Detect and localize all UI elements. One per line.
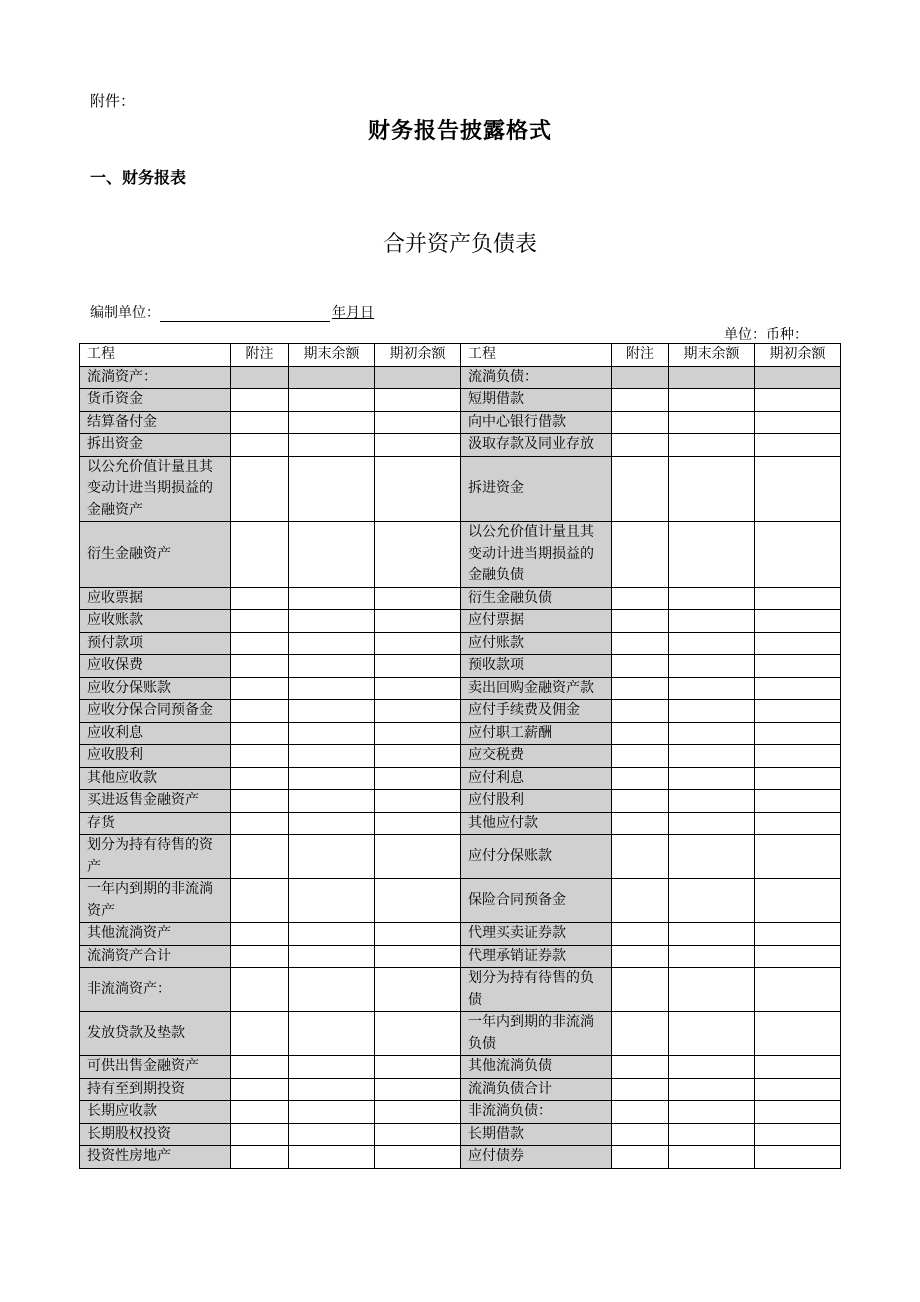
right-opening-balance-cell[interactable]: [755, 587, 841, 610]
right-note-cell[interactable]: [612, 1056, 669, 1079]
column-header: 期末余额: [669, 344, 755, 367]
right-item-cell: 长期借款: [461, 1123, 612, 1146]
right-closing-balance-cell[interactable]: [669, 722, 755, 745]
right-closing-balance-cell[interactable]: [669, 411, 755, 434]
column-header: 工程: [461, 344, 612, 367]
right-closing-balance-cell[interactable]: [669, 923, 755, 946]
left-item-cell: 应收保费: [80, 655, 231, 678]
right-note-cell[interactable]: [612, 745, 669, 768]
right-opening-balance-cell[interactable]: [755, 968, 841, 1012]
table-row: [80, 700, 841, 723]
right-closing-balance-cell[interactable]: [669, 835, 755, 879]
right-opening-balance-cell[interactable]: [755, 610, 841, 633]
right-closing-balance-cell[interactable]: [669, 366, 755, 389]
table-row: [80, 366, 841, 389]
column-header: 期末余额: [289, 344, 375, 367]
right-item-cell: 其他流淌负债: [461, 1056, 612, 1079]
date-label: 年月日: [332, 305, 374, 321]
table-row: [80, 945, 841, 968]
left-closing-balance-cell[interactable]: [289, 879, 375, 923]
right-note-cell[interactable]: [612, 923, 669, 946]
left-item-cell: 货币资金: [80, 389, 231, 412]
right-closing-balance-cell[interactable]: [669, 456, 755, 522]
right-note-cell[interactable]: [612, 1078, 669, 1101]
left-closing-balance-cell[interactable]: [289, 456, 375, 522]
right-item-cell: 应付职工薪酬: [461, 722, 612, 745]
right-closing-balance-cell[interactable]: [669, 1123, 755, 1146]
left-item-cell: 流淌资产合计: [80, 945, 231, 968]
left-item-cell: 其他流淌资产: [80, 923, 231, 946]
right-note-cell[interactable]: [612, 587, 669, 610]
left-closing-balance-cell[interactable]: [289, 745, 375, 768]
right-opening-balance-cell[interactable]: [755, 366, 841, 389]
left-opening-balance-cell[interactable]: [375, 366, 461, 389]
table-row: [80, 745, 841, 768]
table-row: [80, 655, 841, 678]
left-opening-balance-cell[interactable]: [375, 945, 461, 968]
left-opening-balance-cell[interactable]: [375, 1101, 461, 1124]
left-opening-balance-cell[interactable]: [375, 812, 461, 835]
left-item-cell: 非流淌资产：: [80, 968, 231, 1012]
left-note-cell[interactable]: [231, 610, 289, 633]
right-note-cell[interactable]: [612, 1123, 669, 1146]
left-note-cell[interactable]: [231, 745, 289, 768]
left-closing-balance-cell[interactable]: [289, 366, 375, 389]
left-item-cell: 以公允价值计量且其变动计进当期损益的金融资产: [80, 456, 231, 522]
right-note-cell[interactable]: [612, 812, 669, 835]
left-opening-balance-cell[interactable]: [375, 587, 461, 610]
left-opening-balance-cell[interactable]: [375, 522, 461, 588]
left-closing-balance-cell[interactable]: [289, 434, 375, 457]
left-closing-balance-cell[interactable]: [289, 677, 375, 700]
left-closing-balance-cell[interactable]: [289, 522, 375, 588]
right-closing-balance-cell[interactable]: [669, 587, 755, 610]
right-closing-balance-cell[interactable]: [669, 745, 755, 768]
right-note-cell[interactable]: [612, 655, 669, 678]
table-row: [80, 1078, 841, 1101]
left-closing-balance-cell[interactable]: [289, 790, 375, 813]
column-header: 期初余额: [375, 344, 461, 367]
left-note-cell[interactable]: [231, 389, 289, 412]
right-opening-balance-cell[interactable]: [755, 1056, 841, 1079]
left-item-cell: 发放贷款及垫款: [80, 1012, 231, 1056]
left-note-cell[interactable]: [231, 522, 289, 588]
right-note-cell[interactable]: [612, 434, 669, 457]
left-closing-balance-cell[interactable]: [289, 389, 375, 412]
right-closing-balance-cell[interactable]: [669, 767, 755, 790]
left-note-cell[interactable]: [231, 411, 289, 434]
right-opening-balance-cell[interactable]: [755, 923, 841, 946]
right-item-cell: 短期借款: [461, 389, 612, 412]
left-closing-balance-cell[interactable]: [289, 1056, 375, 1079]
left-opening-balance-cell[interactable]: [375, 1078, 461, 1101]
right-note-cell[interactable]: [612, 700, 669, 723]
left-item-cell: 划分为持有待售的资产: [80, 835, 231, 879]
left-item-cell: 应收分保合同预备金: [80, 700, 231, 723]
left-opening-balance-cell[interactable]: [375, 1056, 461, 1079]
left-closing-balance-cell[interactable]: [289, 923, 375, 946]
left-item-cell: 长期应收款: [80, 1101, 231, 1124]
right-note-cell[interactable]: [612, 411, 669, 434]
left-opening-balance-cell[interactable]: [375, 655, 461, 678]
table-row: [80, 456, 841, 522]
left-item-cell: 应收利息: [80, 722, 231, 745]
right-item-cell: 应付股利: [461, 790, 612, 813]
right-closing-balance-cell[interactable]: [669, 945, 755, 968]
left-note-cell[interactable]: [231, 700, 289, 723]
left-item-cell: 流淌资产：: [80, 366, 231, 389]
left-item-cell: 应收票据: [80, 587, 231, 610]
left-item-cell: 买进返售金融资产: [80, 790, 231, 813]
table-row: [80, 610, 841, 633]
right-item-cell: 以公允价值计量且其变动计进当期损益的金融负债: [461, 522, 612, 588]
right-closing-balance-cell[interactable]: [669, 389, 755, 412]
table-row: [80, 812, 841, 835]
table-row: [80, 434, 841, 457]
left-opening-balance-cell[interactable]: [375, 456, 461, 522]
table-row: [80, 632, 841, 655]
right-closing-balance-cell[interactable]: [669, 610, 755, 633]
left-closing-balance-cell[interactable]: [289, 587, 375, 610]
right-closing-balance-cell[interactable]: [669, 1012, 755, 1056]
right-opening-balance-cell[interactable]: [755, 1123, 841, 1146]
right-note-cell[interactable]: [612, 968, 669, 1012]
right-note-cell[interactable]: [612, 1101, 669, 1124]
left-item-cell: 拆出资金: [80, 434, 231, 457]
left-note-cell[interactable]: [231, 812, 289, 835]
right-note-cell[interactable]: [612, 1146, 669, 1169]
left-closing-balance-cell[interactable]: [289, 610, 375, 633]
right-closing-balance-cell[interactable]: [669, 434, 755, 457]
table-row: [80, 522, 841, 588]
left-opening-balance-cell[interactable]: [375, 1146, 461, 1169]
right-item-cell: 预收款项: [461, 655, 612, 678]
left-opening-balance-cell[interactable]: [375, 632, 461, 655]
left-note-cell[interactable]: [231, 456, 289, 522]
right-item-cell: 流淌负债：: [461, 366, 612, 389]
table-row: [80, 879, 841, 923]
right-note-cell[interactable]: [612, 945, 669, 968]
balance-sheet-table: [79, 343, 841, 1169]
right-opening-balance-cell[interactable]: [755, 522, 841, 588]
right-closing-balance-cell[interactable]: [669, 1078, 755, 1101]
left-opening-balance-cell[interactable]: [375, 610, 461, 633]
left-item-cell: 可供出售金融资产: [80, 1056, 231, 1079]
left-closing-balance-cell[interactable]: [289, 700, 375, 723]
section-heading: 一、财务报表: [90, 168, 187, 187]
table-row: [80, 677, 841, 700]
right-closing-balance-cell[interactable]: [669, 1056, 755, 1079]
right-note-cell[interactable]: [612, 522, 669, 588]
left-closing-balance-cell[interactable]: [289, 632, 375, 655]
table-row: [80, 1123, 841, 1146]
left-item-cell: 存货: [80, 812, 231, 835]
left-opening-balance-cell[interactable]: [375, 923, 461, 946]
table-row: [80, 411, 841, 434]
right-item-cell: 应付债券: [461, 1146, 612, 1169]
left-opening-balance-cell[interactable]: [375, 879, 461, 923]
left-item-cell: 其他应收款: [80, 767, 231, 790]
right-closing-balance-cell[interactable]: [669, 677, 755, 700]
right-note-cell[interactable]: [612, 456, 669, 522]
left-note-cell[interactable]: [231, 1146, 289, 1169]
left-item-cell: 投资性房地产: [80, 1146, 231, 1169]
left-note-cell[interactable]: [231, 968, 289, 1012]
left-note-cell[interactable]: [231, 790, 289, 813]
left-opening-balance-cell[interactable]: [375, 700, 461, 723]
right-opening-balance-cell[interactable]: [755, 767, 841, 790]
right-opening-balance-cell[interactable]: [755, 722, 841, 745]
right-opening-balance-cell[interactable]: [755, 1146, 841, 1169]
left-opening-balance-cell[interactable]: [375, 722, 461, 745]
left-note-cell[interactable]: [231, 366, 289, 389]
right-note-cell[interactable]: [612, 835, 669, 879]
left-note-cell[interactable]: [231, 923, 289, 946]
left-item-cell: 一年内到期的非流淌资产: [80, 879, 231, 923]
left-note-cell[interactable]: [231, 722, 289, 745]
right-note-cell[interactable]: [612, 366, 669, 389]
right-item-cell: 应付账款: [461, 632, 612, 655]
right-note-cell[interactable]: [612, 389, 669, 412]
right-opening-balance-cell[interactable]: [755, 945, 841, 968]
left-note-cell[interactable]: [231, 655, 289, 678]
left-note-cell[interactable]: [231, 879, 289, 923]
sheet-title: 合并资产负债表: [382, 232, 537, 257]
table-row: [80, 767, 841, 790]
table-row: [80, 722, 841, 745]
right-item-cell: 其他应付款: [461, 812, 612, 835]
left-note-cell[interactable]: [231, 677, 289, 700]
left-opening-balance-cell[interactable]: [375, 790, 461, 813]
right-note-cell[interactable]: [612, 1012, 669, 1056]
right-closing-balance-cell[interactable]: [669, 1101, 755, 1124]
right-opening-balance-cell[interactable]: [755, 632, 841, 655]
table-row: [80, 587, 841, 610]
left-item-cell: 应收账款: [80, 610, 231, 633]
right-item-cell: 代理买卖证券款: [461, 923, 612, 946]
right-closing-balance-cell[interactable]: [669, 879, 755, 923]
right-opening-balance-cell[interactable]: [755, 434, 841, 457]
left-closing-balance-cell[interactable]: [289, 812, 375, 835]
right-item-cell: 应付票据: [461, 610, 612, 633]
table-header-row: [80, 344, 841, 367]
left-note-cell[interactable]: [231, 1056, 289, 1079]
right-closing-balance-cell[interactable]: [669, 790, 755, 813]
left-closing-balance-cell[interactable]: [289, 655, 375, 678]
right-item-cell: 非流淌负债：: [461, 1101, 612, 1124]
right-item-cell: 卖出回购金融资产款: [461, 677, 612, 700]
right-opening-balance-cell[interactable]: [755, 1078, 841, 1101]
right-opening-balance-cell[interactable]: [755, 700, 841, 723]
left-note-cell[interactable]: [231, 632, 289, 655]
left-opening-balance-cell[interactable]: [375, 411, 461, 434]
left-opening-balance-cell[interactable]: [375, 677, 461, 700]
left-note-cell[interactable]: [231, 1012, 289, 1056]
right-opening-balance-cell[interactable]: [755, 1101, 841, 1124]
left-opening-balance-cell[interactable]: [375, 389, 461, 412]
right-item-cell: 衍生金融负债: [461, 587, 612, 610]
left-closing-balance-cell[interactable]: [289, 1012, 375, 1056]
right-opening-balance-cell[interactable]: [755, 835, 841, 879]
right-item-cell: 汲取存款及同业存放: [461, 434, 612, 457]
right-note-cell[interactable]: [612, 677, 669, 700]
right-closing-balance-cell[interactable]: [669, 968, 755, 1012]
left-note-cell[interactable]: [231, 587, 289, 610]
left-closing-balance-cell[interactable]: [289, 722, 375, 745]
right-closing-balance-cell[interactable]: [669, 522, 755, 588]
right-item-cell: 一年内到期的非流淌负债: [461, 1012, 612, 1056]
left-opening-balance-cell[interactable]: [375, 1012, 461, 1056]
right-note-cell[interactable]: [612, 790, 669, 813]
right-item-cell: 划分为持有待售的负债: [461, 968, 612, 1012]
right-item-cell: 应付手续费及佣金: [461, 700, 612, 723]
left-note-cell[interactable]: [231, 1123, 289, 1146]
left-note-cell[interactable]: [231, 1078, 289, 1101]
left-closing-balance-cell[interactable]: [289, 1101, 375, 1124]
left-note-cell[interactable]: [231, 434, 289, 457]
left-opening-balance-cell[interactable]: [375, 745, 461, 768]
left-item-cell: 衍生金融资产: [80, 522, 231, 588]
column-header: 工程: [80, 344, 231, 367]
left-closing-balance-cell[interactable]: [289, 835, 375, 879]
left-closing-balance-cell[interactable]: [289, 968, 375, 1012]
left-closing-balance-cell[interactable]: [289, 1146, 375, 1169]
left-note-cell[interactable]: [231, 767, 289, 790]
right-closing-balance-cell[interactable]: [669, 700, 755, 723]
left-item-cell: 长期股权投资: [80, 1123, 231, 1146]
right-item-cell: 应付利息: [461, 767, 612, 790]
right-item-cell: 流淌负债合计: [461, 1078, 612, 1101]
table-row: [80, 1146, 841, 1169]
column-header: 期初余额: [755, 344, 841, 367]
right-item-cell: 向中心银行借款: [461, 411, 612, 434]
left-note-cell[interactable]: [231, 1101, 289, 1124]
right-closing-balance-cell[interactable]: [669, 812, 755, 835]
left-opening-balance-cell[interactable]: [375, 968, 461, 1012]
right-closing-balance-cell[interactable]: [669, 632, 755, 655]
right-opening-balance-cell[interactable]: [755, 879, 841, 923]
right-closing-balance-cell[interactable]: [669, 655, 755, 678]
right-opening-balance-cell[interactable]: [755, 655, 841, 678]
right-item-cell: 应付分保账款: [461, 835, 612, 879]
left-item-cell: 结算备付金: [80, 411, 231, 434]
left-closing-balance-cell[interactable]: [289, 1078, 375, 1101]
right-note-cell[interactable]: [612, 767, 669, 790]
table-row: [80, 1101, 841, 1124]
right-note-cell[interactable]: [612, 879, 669, 923]
left-item-cell: 应收分保账款: [80, 677, 231, 700]
left-closing-balance-cell[interactable]: [289, 1123, 375, 1146]
right-item-cell: 保险合同预备金: [461, 879, 612, 923]
table-row: [80, 1012, 841, 1056]
right-note-cell[interactable]: [612, 610, 669, 633]
left-opening-balance-cell[interactable]: [375, 434, 461, 457]
right-note-cell[interactable]: [612, 722, 669, 745]
left-item-cell: 预付款项: [80, 632, 231, 655]
right-opening-balance-cell[interactable]: [755, 1012, 841, 1056]
right-item-cell: 代理承销证券款: [461, 945, 612, 968]
left-opening-balance-cell[interactable]: [375, 1123, 461, 1146]
right-opening-balance-cell[interactable]: [755, 812, 841, 835]
right-item-cell: 应交税费: [461, 745, 612, 768]
table-row: [80, 790, 841, 813]
right-opening-balance-cell[interactable]: [755, 790, 841, 813]
table-row: [80, 1056, 841, 1079]
prepared-by-label: 编制单位：: [90, 305, 160, 321]
left-item-cell: 应收股利: [80, 745, 231, 768]
prepared-by-line: [90, 302, 374, 322]
left-opening-balance-cell[interactable]: [375, 767, 461, 790]
page-title: 财务报告披露格式: [367, 118, 552, 144]
left-note-cell[interactable]: [231, 945, 289, 968]
right-opening-balance-cell[interactable]: [755, 456, 841, 522]
attachment-label: 附件：: [90, 92, 136, 110]
table-row: [80, 968, 841, 1012]
table-row: [80, 835, 841, 879]
table-row: [80, 389, 841, 412]
prepared-by-blank: [160, 306, 330, 322]
right-closing-balance-cell[interactable]: [669, 1146, 755, 1169]
left-closing-balance-cell[interactable]: [289, 767, 375, 790]
right-opening-balance-cell[interactable]: [755, 411, 841, 434]
right-opening-balance-cell[interactable]: [755, 389, 841, 412]
table-row: [80, 923, 841, 946]
column-header: 附注: [231, 344, 289, 367]
right-item-cell: 拆进资金: [461, 456, 612, 522]
right-note-cell[interactable]: [612, 632, 669, 655]
left-opening-balance-cell[interactable]: [375, 835, 461, 879]
unit-currency-label: 单位：币种：: [724, 327, 808, 343]
right-opening-balance-cell[interactable]: [755, 677, 841, 700]
left-closing-balance-cell[interactable]: [289, 411, 375, 434]
left-item-cell: 持有至到期投资: [80, 1078, 231, 1101]
right-opening-balance-cell[interactable]: [755, 745, 841, 768]
left-note-cell[interactable]: [231, 835, 289, 879]
left-closing-balance-cell[interactable]: [289, 945, 375, 968]
column-header: 附注: [612, 344, 669, 367]
